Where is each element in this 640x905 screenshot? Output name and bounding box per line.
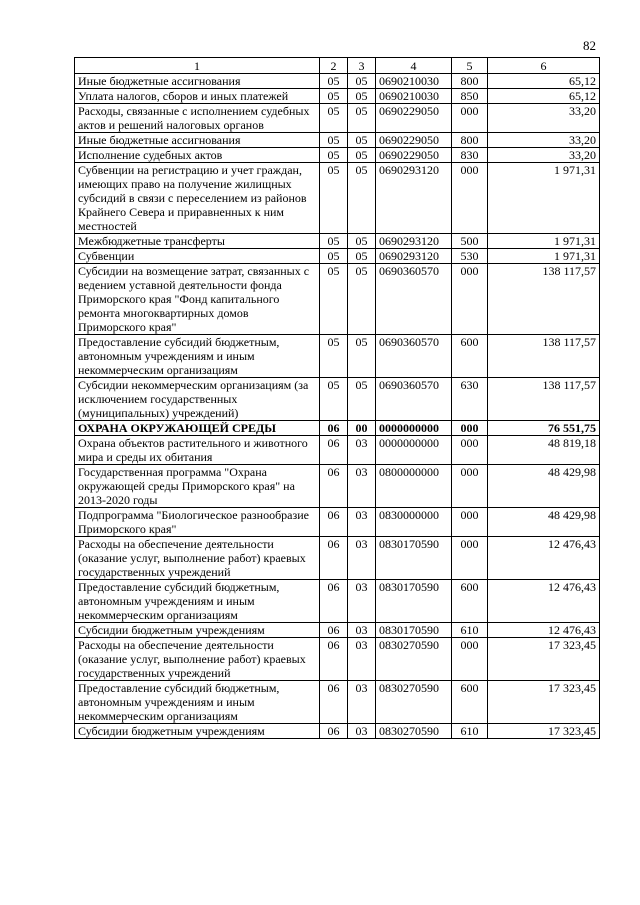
expense-name: Подпрограмма "Биологическое разнообразие Приморского края" (75, 508, 320, 537)
expense-name: Субсидии некоммерческим организациям (за исключением государственных (муниципальных) учреждений) (75, 378, 320, 421)
subsection-code: 03 (348, 465, 376, 508)
amount: 48 429,98 (488, 465, 600, 508)
target-article-code: 0690360570 (376, 378, 452, 421)
header-col-6: 6 (488, 58, 600, 74)
section-code: 05 (320, 335, 348, 378)
target-article-code: 0690229050 (376, 133, 452, 148)
amount: 33,20 (488, 133, 600, 148)
expense-type-code: 600 (452, 335, 488, 378)
expense-type-code: 600 (452, 580, 488, 623)
table-row (75, 335, 600, 378)
target-article-code: 0830270590 (376, 724, 452, 739)
expense-type-code: 000 (452, 421, 488, 436)
amount: 12 476,43 (488, 580, 600, 623)
amount: 17 323,45 (488, 681, 600, 724)
amount: 65,12 (488, 89, 600, 104)
expense-type-code: 000 (452, 163, 488, 234)
target-article-code: 0000000000 (376, 421, 452, 436)
subsection-code: 03 (348, 681, 376, 724)
section-code: 05 (320, 133, 348, 148)
target-article-code: 0690229050 (376, 148, 452, 163)
section-code: 05 (320, 264, 348, 335)
amount: 12 476,43 (488, 623, 600, 638)
expense-type-code: 800 (452, 74, 488, 89)
expense-name: Субсидии бюджетным учреждениям (75, 623, 320, 638)
subsection-code: 05 (348, 89, 376, 104)
expense-type-code: 850 (452, 89, 488, 104)
section-code: 05 (320, 148, 348, 163)
amount: 48 429,98 (488, 508, 600, 537)
page-number: 82 (583, 38, 596, 53)
section-code: 05 (320, 249, 348, 264)
section-code: 05 (320, 234, 348, 249)
table-row (75, 537, 600, 580)
target-article-code: 0830170590 (376, 580, 452, 623)
target-article-code: 0690360570 (376, 264, 452, 335)
expense-name: ОХРАНА ОКРУЖАЮЩЕЙ СРЕДЫ (75, 421, 320, 436)
section-code: 06 (320, 537, 348, 580)
table-row (75, 421, 600, 436)
expense-type-code: 530 (452, 249, 488, 264)
subsection-code: 03 (348, 508, 376, 537)
expense-type-code: 500 (452, 234, 488, 249)
target-article-code: 0800000000 (376, 465, 452, 508)
target-article-code: 0830000000 (376, 508, 452, 537)
table-row (75, 436, 600, 465)
expense-name: Субсидии на возмещение затрат, связанных с ведением уставной деятельности фонда Приморского края "Фонд капитального ремонта многоквартирных домов Приморского края" (75, 264, 320, 335)
expense-type-code: 000 (452, 104, 488, 133)
header-col-3: 3 (348, 58, 376, 74)
amount: 48 819,18 (488, 436, 600, 465)
amount: 138 117,57 (488, 264, 600, 335)
amount: 17 323,45 (488, 724, 600, 739)
expense-type-code: 830 (452, 148, 488, 163)
expense-name: Расходы, связанные с исполнением судебных актов и решений налоговых органов (75, 104, 320, 133)
expense-name: Государственная программа "Охрана окружающей среды Приморского края" на 2013-2020 годы (75, 465, 320, 508)
section-code: 06 (320, 681, 348, 724)
amount: 33,20 (488, 148, 600, 163)
target-article-code: 0690229050 (376, 104, 452, 133)
target-article-code: 0690293120 (376, 163, 452, 234)
amount: 17 323,45 (488, 638, 600, 681)
table-row (75, 148, 600, 163)
amount: 33,20 (488, 104, 600, 133)
header-col-2: 2 (320, 58, 348, 74)
expense-type-code: 610 (452, 724, 488, 739)
section-code: 06 (320, 465, 348, 508)
amount: 65,12 (488, 74, 600, 89)
subsection-code: 05 (348, 104, 376, 133)
section-code: 05 (320, 163, 348, 234)
section-code: 06 (320, 580, 348, 623)
section-code: 05 (320, 89, 348, 104)
subsection-code: 03 (348, 623, 376, 638)
amount: 138 117,57 (488, 378, 600, 421)
section-code: 06 (320, 724, 348, 739)
expense-type-code: 000 (452, 638, 488, 681)
expense-name: Субвенции на регистрацию и учет граждан, имеющих право на получение жилищных субсидий в связи с переселением из районов Крайнего Севера и приравненных к ним местностей (75, 163, 320, 234)
expense-name: Предоставление субсидий бюджетным, автономным учреждениям и иным некоммерческим организациям (75, 335, 320, 378)
subsection-code: 03 (348, 724, 376, 739)
target-article-code: 0690210030 (376, 74, 452, 89)
budget-table (74, 57, 600, 739)
table-row (75, 724, 600, 739)
expense-name: Межбюджетные трансферты (75, 234, 320, 249)
table-row (75, 133, 600, 148)
expense-name: Субсидии бюджетным учреждениям (75, 724, 320, 739)
subsection-code: 05 (348, 163, 376, 234)
amount: 138 117,57 (488, 335, 600, 378)
target-article-code: 0830270590 (376, 681, 452, 724)
target-article-code: 0690360570 (376, 335, 452, 378)
expense-type-code: 000 (452, 508, 488, 537)
section-code: 05 (320, 74, 348, 89)
expense-type-code: 600 (452, 681, 488, 724)
table-row (75, 508, 600, 537)
subsection-code: 05 (348, 249, 376, 264)
table-row (75, 623, 600, 638)
amount: 12 476,43 (488, 537, 600, 580)
section-code: 06 (320, 508, 348, 537)
expense-type-code: 610 (452, 623, 488, 638)
expense-name: Исполнение судебных актов (75, 148, 320, 163)
subsection-code: 05 (348, 378, 376, 421)
table-header-row (75, 58, 600, 74)
header-col-1: 1 (75, 58, 320, 74)
header-col-4: 4 (376, 58, 452, 74)
amount: 1 971,31 (488, 163, 600, 234)
table-row (75, 74, 600, 89)
target-article-code: 0000000000 (376, 436, 452, 465)
expense-type-code: 000 (452, 436, 488, 465)
table-row (75, 249, 600, 264)
table-row (75, 89, 600, 104)
section-code: 06 (320, 421, 348, 436)
expense-type-code: 000 (452, 537, 488, 580)
table-row (75, 465, 600, 508)
section-code: 06 (320, 436, 348, 465)
amount: 76 551,75 (488, 421, 600, 436)
table-row (75, 681, 600, 724)
expense-name: Охрана объектов растительного и животного мира и среды их обитания (75, 436, 320, 465)
expense-name: Расходы на обеспечение деятельности (оказание услуг, выполнение работ) краевых государственных учреждений (75, 638, 320, 681)
expense-name: Субвенции (75, 249, 320, 264)
expense-name: Предоставление субсидий бюджетным, автономным учреждениям и иным некоммерческим организациям (75, 681, 320, 724)
expense-name: Иные бюджетные ассигнования (75, 74, 320, 89)
expense-name: Уплата налогов, сборов и иных платежей (75, 89, 320, 104)
section-code: 06 (320, 638, 348, 681)
section-code: 05 (320, 104, 348, 133)
subsection-code: 03 (348, 537, 376, 580)
amount: 1 971,31 (488, 234, 600, 249)
expense-type-code: 000 (452, 264, 488, 335)
amount: 1 971,31 (488, 249, 600, 264)
target-article-code: 0830170590 (376, 537, 452, 580)
subsection-code: 03 (348, 580, 376, 623)
subsection-code: 05 (348, 74, 376, 89)
expense-name: Предоставление субсидий бюджетным, автономным учреждениям и иным некоммерческим организациям (75, 580, 320, 623)
table-row (75, 580, 600, 623)
table-row (75, 638, 600, 681)
subsection-code: 03 (348, 638, 376, 681)
expense-name: Иные бюджетные ассигнования (75, 133, 320, 148)
subsection-code: 00 (348, 421, 376, 436)
target-article-code: 0830170590 (376, 623, 452, 638)
section-code: 06 (320, 623, 348, 638)
expense-type-code: 800 (452, 133, 488, 148)
subsection-code: 05 (348, 148, 376, 163)
subsection-code: 05 (348, 264, 376, 335)
target-article-code: 0830270590 (376, 638, 452, 681)
table-row (75, 378, 600, 421)
expense-name: Расходы на обеспечение деятельности (оказание услуг, выполнение работ) краевых государственных учреждений (75, 537, 320, 580)
table-row (75, 234, 600, 249)
subsection-code: 05 (348, 133, 376, 148)
subsection-code: 03 (348, 436, 376, 465)
target-article-code: 0690210030 (376, 89, 452, 104)
table-row (75, 163, 600, 234)
expense-type-code: 630 (452, 378, 488, 421)
target-article-code: 0690293120 (376, 249, 452, 264)
target-article-code: 0690293120 (376, 234, 452, 249)
table-row (75, 264, 600, 335)
subsection-code: 05 (348, 234, 376, 249)
expense-type-code: 000 (452, 465, 488, 508)
table-row (75, 104, 600, 133)
header-col-5: 5 (452, 58, 488, 74)
subsection-code: 05 (348, 335, 376, 378)
section-code: 05 (320, 378, 348, 421)
